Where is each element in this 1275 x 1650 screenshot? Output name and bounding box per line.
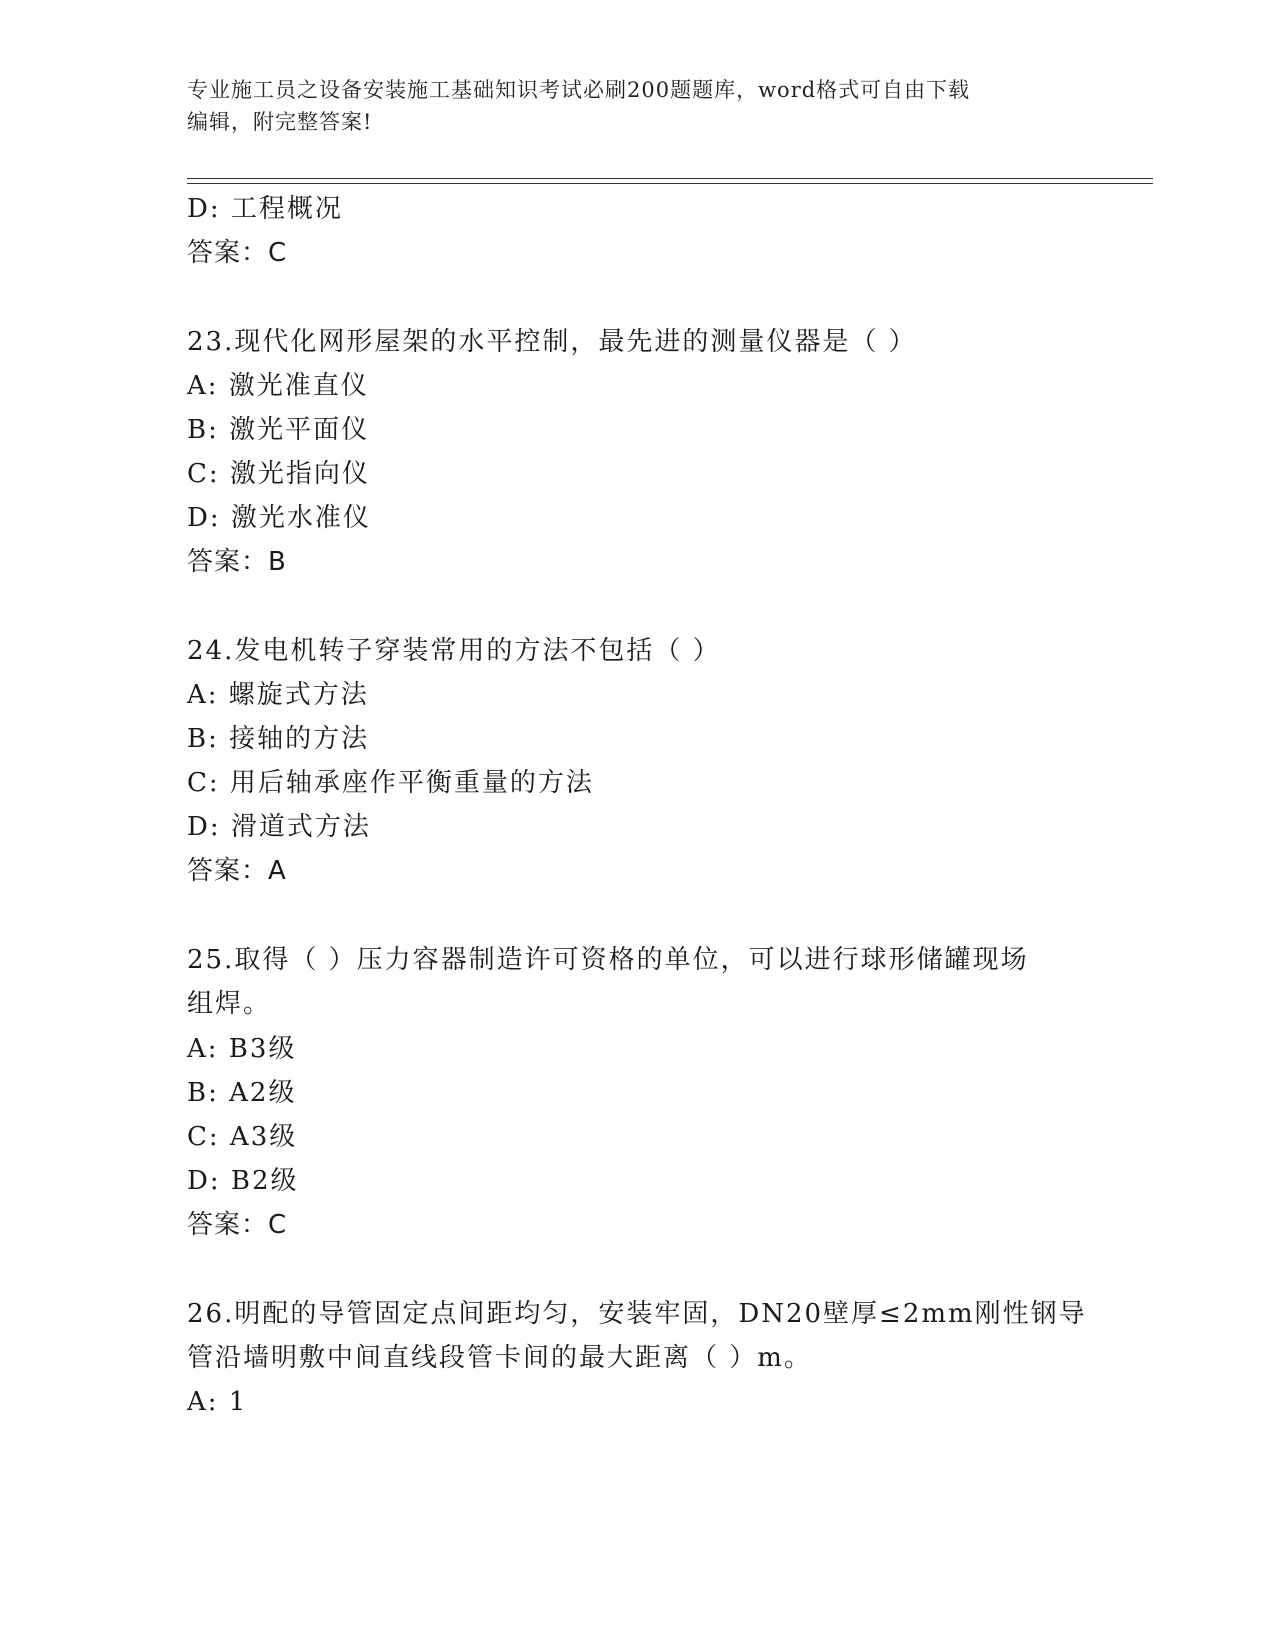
- question-25-option-d: D: B2级: [187, 1166, 299, 1196]
- question-24-option-d: D: 滑道式方法: [187, 812, 371, 842]
- header-title-line-1: 专业施工员之设备安装施工基础知识考试必刷200题题库，word格式可自由下载: [187, 78, 971, 102]
- question-25-text-line-2: 组焊。: [187, 989, 272, 1019]
- header-divider-bottom: [187, 183, 1153, 184]
- question-24-text: 24.发电机转子穿装常用的方法不包括（ ）: [187, 636, 721, 666]
- question-25-text-line-1: 25.取得（ ）压力容器制造许可资格的单位，可以进行球形储罐现场: [187, 945, 1029, 975]
- question-23-option-d: D: 激光水准仪: [187, 503, 371, 533]
- question-25-option-a: A: B3级: [187, 1034, 297, 1064]
- header-divider-top: [187, 178, 1153, 179]
- question-24-option-c: C: 用后轴承座作平衡重量的方法: [187, 768, 594, 798]
- document-header: [187, 74, 1087, 138]
- question-24-option-a: A: 螺旋式方法: [187, 680, 369, 710]
- question-23-option-a: A: 激光准直仪: [187, 371, 369, 401]
- prev-question-answer: 答案：C: [187, 238, 288, 268]
- question-24-option-b: B: 接轴的方法: [187, 724, 370, 754]
- question-26-text-line-2: 管沿墙明敷中间直线段管卡间的最大距离（ ）m。: [187, 1343, 812, 1373]
- question-26-option-a: A: 1: [187, 1387, 248, 1417]
- question-23-option-c: C: 激光指向仪: [187, 459, 370, 489]
- prev-question-option-d: D: 工程概况: [187, 194, 343, 224]
- question-25-option-b: B: A2级: [187, 1078, 297, 1108]
- header-title-line-2: 编辑，附完整答案!: [187, 110, 373, 134]
- question-25-option-c: C: A3级: [187, 1122, 298, 1152]
- question-23-option-b: B: 激光平面仪: [187, 415, 370, 445]
- question-23-text: 23.现代化网形屋架的水平控制，最先进的测量仪器是（ ）: [187, 327, 917, 357]
- question-25-answer: 答案：C: [187, 1210, 288, 1240]
- question-23-answer: 答案：B: [187, 547, 287, 577]
- question-24-answer: 答案：A: [187, 856, 287, 886]
- question-26-text-line-1: 26.明配的导管固定点间距均匀，安装牢固，DN20壁厚≤2mm刚性钢导: [187, 1299, 1087, 1329]
